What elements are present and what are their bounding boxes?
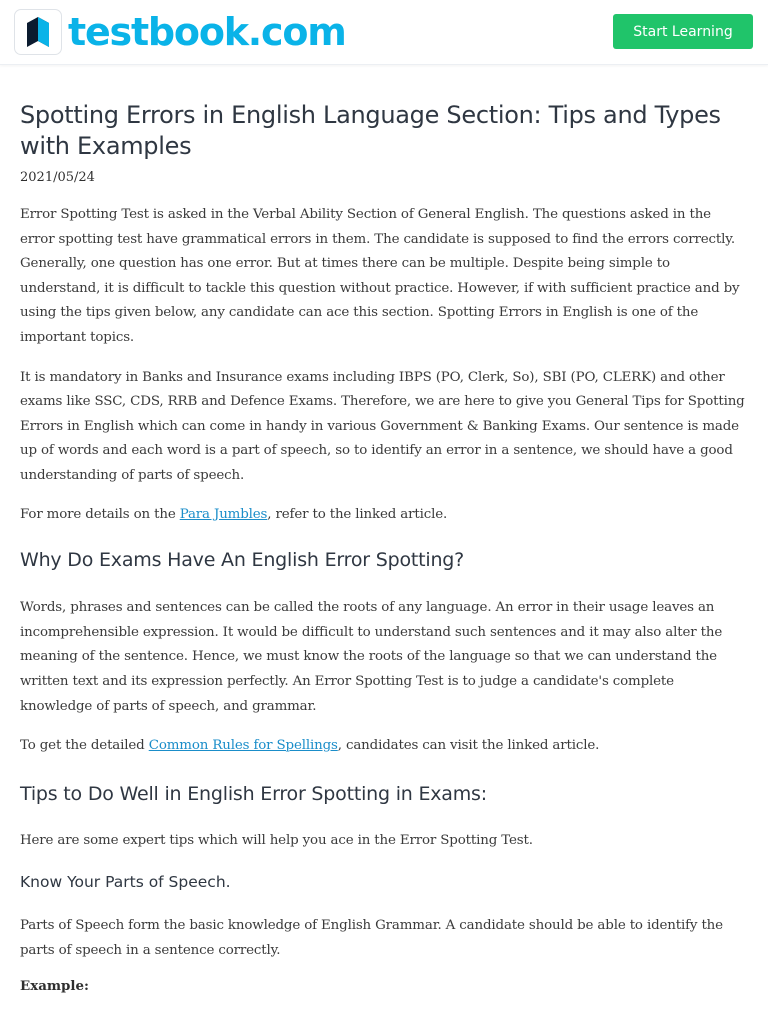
article-date: 2021/05/24 <box>20 170 95 185</box>
spellings-paragraph <box>20 734 748 759</box>
paragraph-text: , candidates can visit the linked article. <box>337 738 600 754</box>
subheading-parts-of-speech: Know Your Parts of Speech. <box>20 873 231 892</box>
example-label: Example: <box>20 978 89 995</box>
section-heading-why: Why Do Exams Have An English Error Spotting? <box>20 549 465 572</box>
para-jumbles-link[interactable]: Para Jumbles <box>179 506 268 522</box>
common-rules-link[interactable]: Common Rules for Spellings <box>148 738 338 754</box>
logo-wordmark: testbook.com <box>68 10 346 54</box>
paragraph-text: , refer to the linked article. <box>267 506 448 522</box>
start-learning-button[interactable]: Start Learning <box>613 14 753 49</box>
intro-paragraph: Error Spotting Test is asked in the Verbal Ability Section of General English. The questions asked in the error spotting test have grammatical errors in them. The candidate is supposed to find the errors correctly. Generally, one question has one error. But at times there can be multiple. Despite being simple to understand, it is difficult to tackle this question without practice. However, if with sufficient practice and by using the tips given below, any candidate can ace this section. Spotting Errors in English is one of the important topics. <box>20 207 740 345</box>
parts-paragraph: Parts of Speech form the basic knowledge of English Grammar. A candidate should be able to identify the parts of speech in a sentence correctly. <box>20 918 723 958</box>
article-content <box>0 100 768 994</box>
para-jumbles-paragraph <box>20 503 748 528</box>
article-title: Spotting Errors in English Language Section: Tips and Types with Examples <box>20 101 721 160</box>
testbook-logo-icon <box>14 9 62 55</box>
roots-paragraph: Words, phrases and sentences can be called the roots of any language. An error in their usage leaves an incomprehensible expression. It would be difficult to understand such sentences and it may also alter the meaning of the sentence. Hence, we must know the roots of the language so that we can understand the written text and its expression perfectly. An Error Spotting Test is to judge a candidate's complete knowledge of parts of speech, and grammar. <box>20 600 723 714</box>
section-heading-tips: Tips to Do Well in English Error Spotting in Exams: <box>20 782 487 805</box>
paragraph-text: To get the detailed <box>20 738 149 754</box>
site-header <box>0 0 768 65</box>
paragraph-text: For more details on the <box>20 506 180 522</box>
tips-intro-paragraph: Here are some expert tips which will help you ace in the Error Spotting Test. <box>20 832 533 848</box>
exams-paragraph: It is mandatory in Banks and Insurance exams including IBPS (PO, Clerk, So), SBI (PO, CLERK) and other exams like SSC, CDS, RRB and Defence Exams. Therefore, we are here to give you General Tips for Spotting Errors in English which can come in handy in various Government & Banking Exams. Our sentence is made up of words and each word is a part of speech, so to identify an error in a sentence, we should have a good understanding of parts of speech. <box>20 369 745 483</box>
site-logo[interactable] <box>14 9 346 55</box>
